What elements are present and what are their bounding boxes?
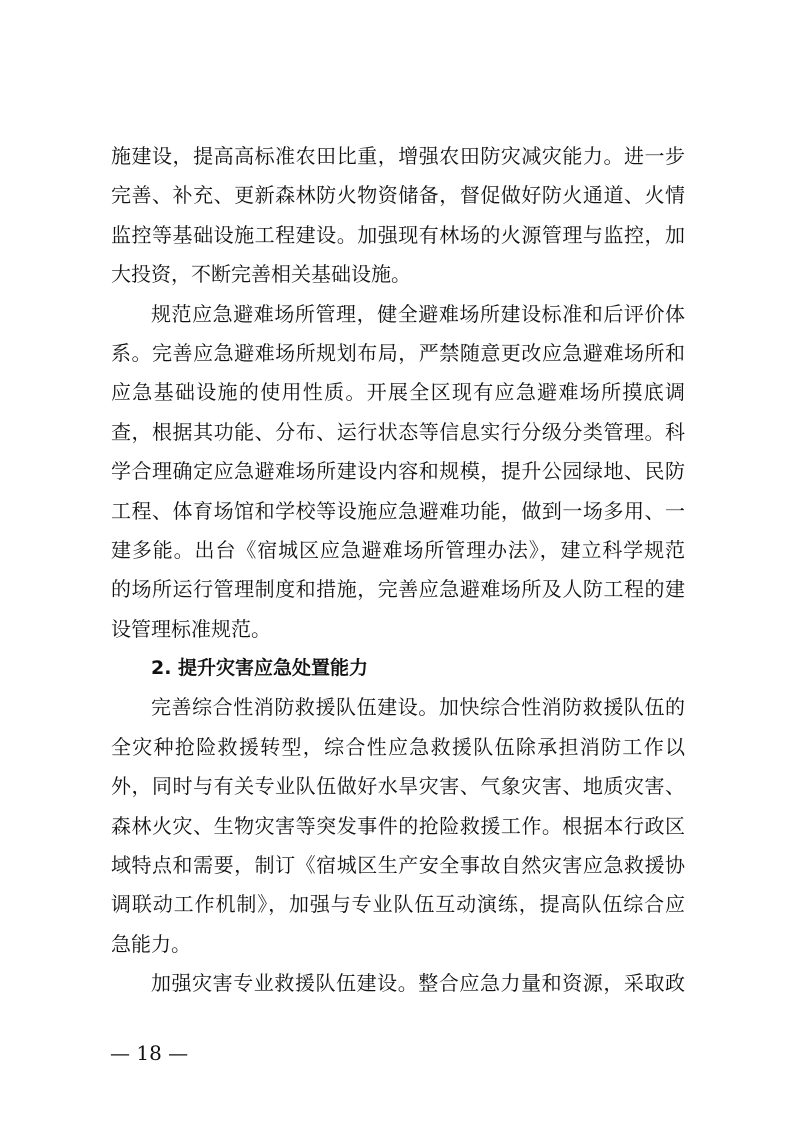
text-line: 完善、补充、更新森林防火物资储备，督促做好防火通道、火情 (111, 183, 685, 208)
text-line: 域特点和需要，制订《宿城区生产安全事故自然灾害应急救援协 (111, 853, 685, 878)
text-line: 施建设，提高高标准农田比重，增强农田防灾减灾能力。进一步 (111, 144, 685, 168)
text-line: 大投资，不断完善相关基础设施。 (111, 262, 411, 287)
text-line: 查，根据其功能、分布、运行状态等信息实行分级分类管理。科 (111, 419, 685, 444)
page-number: — 18 — (110, 1041, 189, 1065)
text-line: 外，同时与有关专业队伍做好水旱灾害、气象灾害、地质灾害、 (111, 774, 685, 799)
text-line: 全灾种抢险救援转型，综合性应急救援队伍除承担消防工作以 (111, 734, 685, 759)
section-heading: 2. 提升灾害应急处置能力 (151, 657, 369, 680)
text-line: 学合理确定应急避难场所建设内容和规模，提升公园绿地、民防 (111, 459, 685, 484)
text-line: 工程、体育场馆和学校等设施应急避难功能，做到一场多用、一 (111, 498, 685, 523)
text-line: 加强灾害专业救援队伍建设。整合应急力量和资源，采取政 (151, 971, 685, 996)
document-body (111, 137, 685, 1004)
text-line: 系。完善应急避难场所规划布局，严禁随意更改应急避难场所和 (111, 340, 685, 365)
text-line: 调联动工作机制》，加强与专业队伍互动演练，提高队伍综合应 (111, 892, 685, 917)
text-line: 应急基础设施的使用性质。开展全区现有应急避难场所摸底调 (111, 380, 685, 405)
text-line: 规范应急避难场所管理，健全避难场所建设标准和后评价体 (151, 301, 685, 326)
text-line: 完善综合性消防救援队伍建设。加快综合性消防救援队伍的 (151, 695, 685, 720)
text-line: 建多能。出台《宿城区应急避难场所管理办法》，建立科学规范 (111, 537, 685, 562)
text-line: 的场所运行管理制度和措施，完善应急避难场所及人防工程的建 (111, 577, 685, 602)
text-line: 设管理标准规范。 (111, 616, 271, 641)
text-line: 监控等基础设施工程建设。加强现有林场的火源管理与监控，加 (111, 222, 685, 247)
text-line: 急能力。 (111, 931, 191, 956)
text-line: 森林火灾、生物灾害等突发事件的抢险救援工作。根据本行政区 (111, 813, 685, 838)
